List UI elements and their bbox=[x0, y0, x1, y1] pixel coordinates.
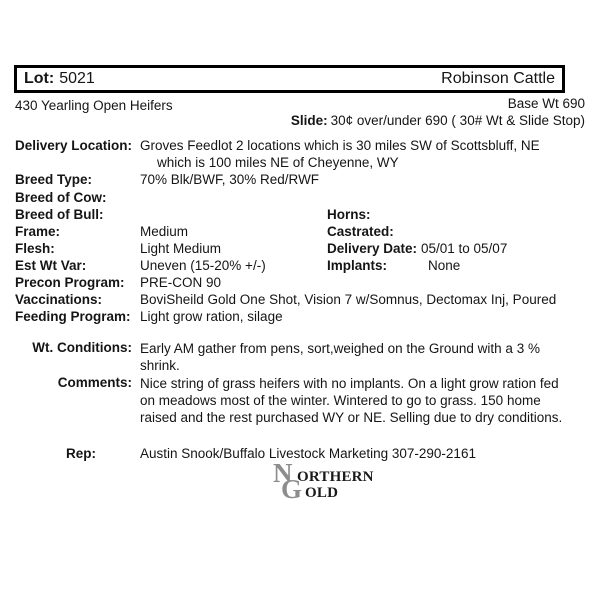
field-value-breed-type: 70% Blk/BWF, 30% Red/RWF bbox=[140, 172, 320, 187]
logo-line2: OLD bbox=[305, 485, 339, 501]
field-label-breed-of-cow: Breed of Cow: bbox=[15, 190, 107, 205]
comments-label: Comments: bbox=[57, 375, 132, 390]
field-list bbox=[0, 138, 600, 326]
subheader bbox=[0, 98, 600, 134]
slide-terms bbox=[291, 113, 585, 128]
consignor-name: Robinson Cattle bbox=[441, 70, 555, 87]
field-value-frame: Medium bbox=[140, 224, 189, 239]
field-row-vaccinations bbox=[0, 292, 600, 309]
logo-mono-g: G bbox=[281, 474, 303, 502]
field-row-delivery-location bbox=[0, 138, 600, 155]
northern-gold-logo bbox=[272, 462, 376, 502]
field-row-breed-type bbox=[0, 172, 600, 190]
field-value-flesh: Light Medium bbox=[140, 241, 222, 256]
field-label-breed-of-bull: Breed of Bull: bbox=[15, 207, 104, 222]
field-label-horns: Horns: bbox=[327, 207, 371, 222]
field-label-precon-program: Precon Program: bbox=[15, 275, 125, 290]
field-label-frame: Frame: bbox=[15, 224, 61, 239]
field-label-delivery-date: Delivery Date: bbox=[327, 241, 418, 256]
lot-header-box bbox=[14, 65, 565, 93]
rep-label: Rep: bbox=[66, 446, 96, 461]
logo-line1: ORTHERN bbox=[297, 469, 374, 485]
lot-number: 5021 bbox=[59, 70, 95, 87]
field-value-feeding-program: Light grow ration, silage bbox=[140, 309, 283, 324]
field-label-delivery-location: Delivery Location: bbox=[15, 138, 133, 153]
northern-gold-logo-icon bbox=[272, 462, 376, 502]
wt-conditions-text: Early AM gather from pens, sort,weighed on the Ground with a 3 % shrink. bbox=[140, 341, 540, 373]
comments-text: Nice string of grass heifers with no implants. On a light grow ration fed on meadows most of the winter. Wintered to go to grass. 150 home raised and the rest purchased WY or NE. Selling due to dry conditions. bbox=[140, 376, 563, 425]
field-label-implants: Implants: bbox=[327, 258, 388, 273]
field-row-breed-of-cow bbox=[0, 190, 600, 207]
rep-value: Austin Snook/Buffalo Livestock Marketing 307-290-2161 bbox=[140, 446, 476, 461]
field-row-est-wt-var bbox=[0, 258, 600, 275]
field-value-precon-program: PRE-CON 90 bbox=[140, 275, 222, 290]
field-value-delivery-location-line2: which is 100 miles NE of Cheyenne, WY bbox=[157, 155, 399, 170]
slide-label: Slide: bbox=[290, 113, 328, 128]
field-value-vaccinations: BoviSheild Gold One Shot, Vision 7 w/Somnus, Dectomax Inj, Poured bbox=[140, 292, 557, 307]
field-row-breed-of-bull bbox=[0, 207, 600, 224]
field-row-feeding-program bbox=[0, 309, 600, 326]
field-value-implants: None bbox=[428, 258, 461, 273]
lot-label: Lot: bbox=[24, 70, 55, 87]
field-label-est-wt-var: Est Wt Var: bbox=[15, 258, 87, 273]
field-label-flesh: Flesh: bbox=[15, 241, 55, 256]
field-label-feeding-program: Feeding Program: bbox=[15, 309, 131, 324]
field-label-castrated: Castrated: bbox=[327, 224, 394, 239]
field-label-vaccinations: Vaccinations: bbox=[15, 292, 103, 307]
base-weight: Base Wt 690 bbox=[507, 96, 585, 111]
lot-identifier bbox=[24, 70, 95, 88]
head-count-description: 430 Yearling Open Heifers bbox=[15, 98, 173, 113]
logo-mono-n: N bbox=[273, 462, 293, 488]
slide-value: 30¢ over/under 690 ( 30# Wt & Slide Stop) bbox=[330, 113, 585, 128]
field-value-delivery-location: Groves Feedlot 2 locations which is 30 miles SW of Scottsbluff, NE bbox=[140, 138, 540, 153]
field-row-frame bbox=[0, 224, 600, 241]
field-row-flesh bbox=[0, 241, 600, 258]
field-value-est-wt-var: Uneven (15-20% +/-) bbox=[140, 258, 266, 273]
field-value-delivery-date: 05/01 to 05/07 bbox=[421, 241, 508, 256]
field-row-precon-program bbox=[0, 275, 600, 292]
field-label-breed-type: Breed Type: bbox=[15, 172, 93, 187]
wt-conditions-label: Wt. Conditions: bbox=[32, 340, 132, 355]
field-row-delivery-location-line2 bbox=[0, 155, 600, 172]
